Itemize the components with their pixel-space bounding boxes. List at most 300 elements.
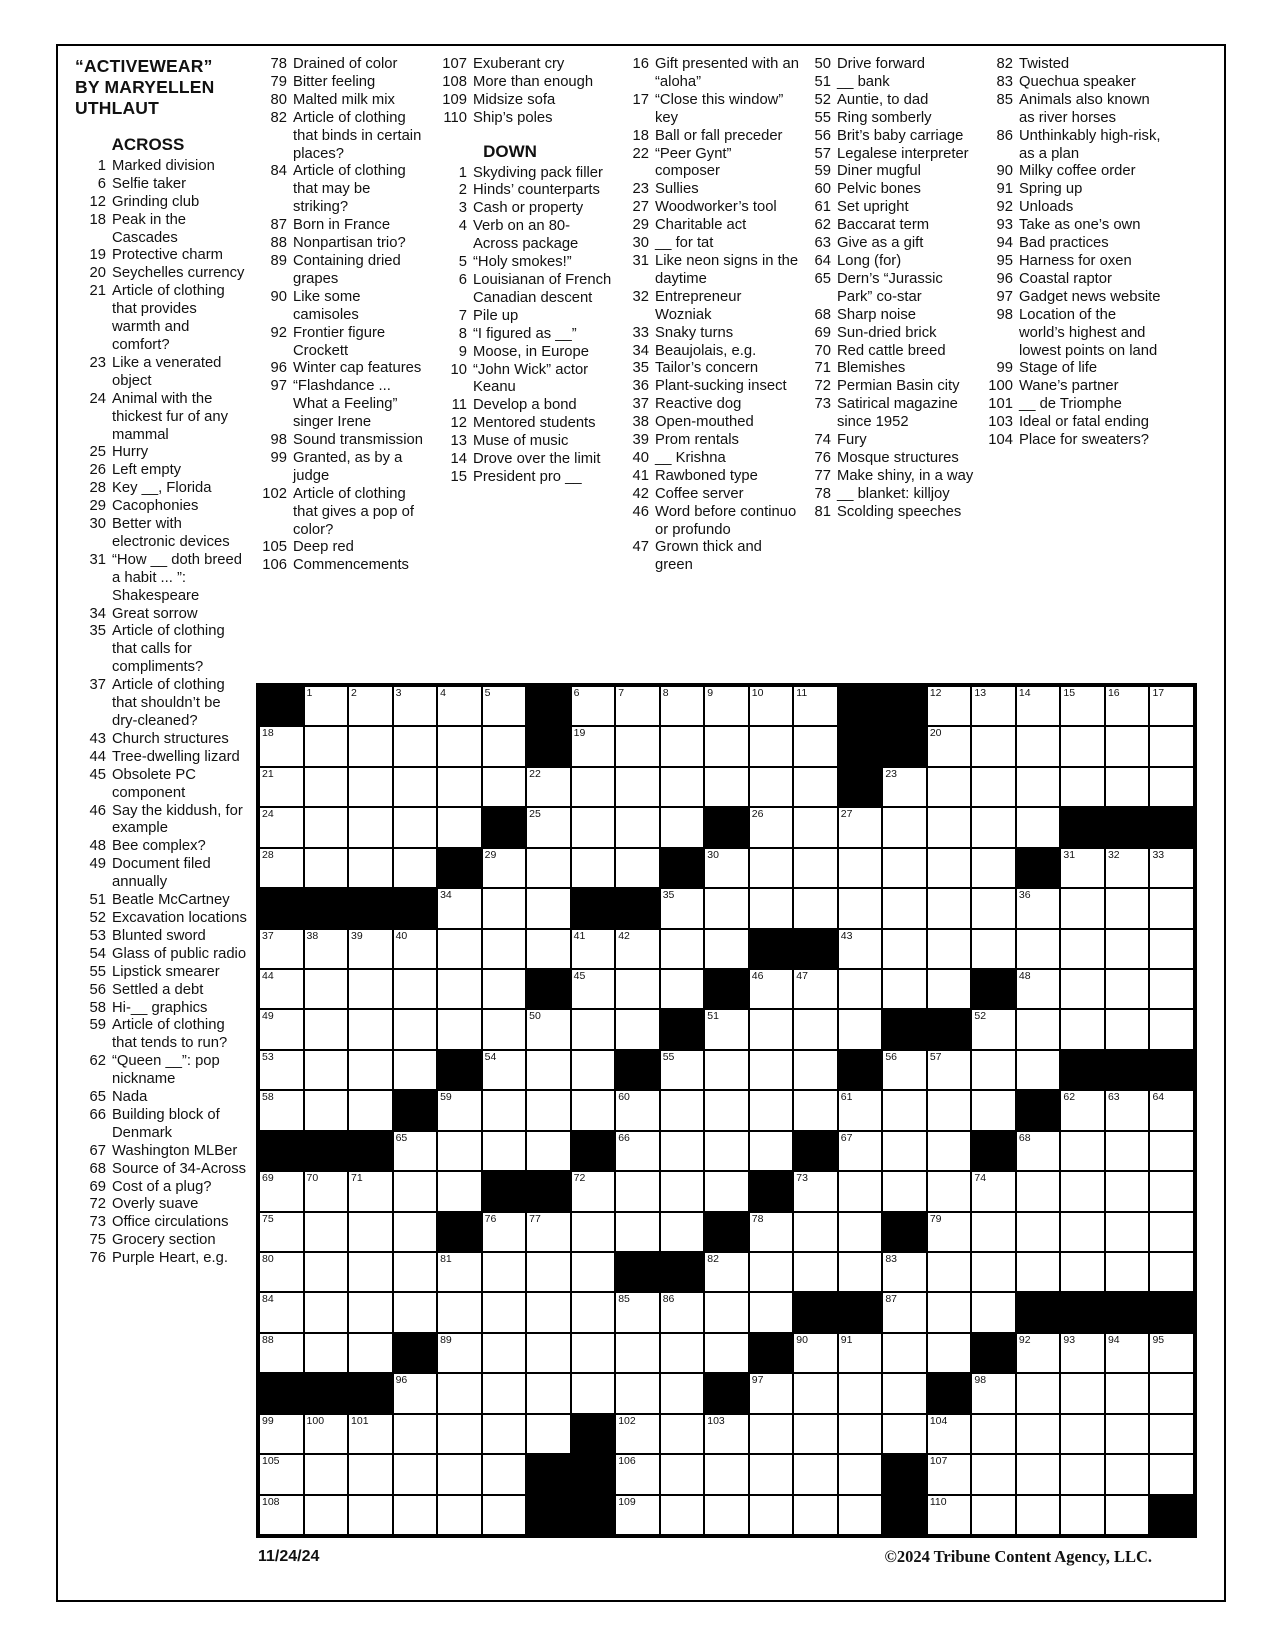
grid-cell[interactable] (749, 1292, 794, 1332)
grid-cell[interactable] (1016, 1454, 1061, 1494)
grid-cell[interactable] (259, 1252, 304, 1292)
grid-cell[interactable] (1060, 686, 1105, 726)
grid-cell[interactable] (1016, 767, 1061, 807)
grid-cell[interactable] (660, 1373, 705, 1413)
grid-cell[interactable] (749, 969, 794, 1009)
grid-cell[interactable] (482, 1495, 527, 1535)
grid-cell[interactable] (660, 1131, 705, 1171)
grid-cell[interactable] (704, 888, 749, 928)
grid-cell[interactable] (482, 686, 527, 726)
grid-cell[interactable] (259, 1292, 304, 1332)
grid-cell[interactable] (1060, 767, 1105, 807)
grid-cell[interactable] (259, 1171, 304, 1211)
grid-cell[interactable] (704, 1050, 749, 1090)
grid-cell[interactable] (1149, 1373, 1194, 1413)
grid-cell[interactable] (437, 726, 482, 766)
grid-cell[interactable] (348, 969, 393, 1009)
grid-cell[interactable] (393, 1050, 438, 1090)
grid-cell[interactable] (927, 1090, 972, 1130)
grid-cell[interactable] (927, 969, 972, 1009)
grid-cell[interactable] (526, 1292, 571, 1332)
grid-cell[interactable] (259, 1495, 304, 1535)
grid-cell[interactable] (437, 1090, 482, 1130)
grid-cell[interactable] (971, 1292, 1016, 1332)
grid-cell[interactable] (1060, 1090, 1105, 1130)
grid-cell[interactable] (1016, 1373, 1061, 1413)
grid-cell[interactable] (838, 1333, 883, 1373)
grid-cell[interactable] (393, 1131, 438, 1171)
grid-cell[interactable] (749, 1454, 794, 1494)
grid-cell[interactable] (1016, 1495, 1061, 1535)
grid-cell[interactable] (1149, 767, 1194, 807)
grid-cell[interactable] (1105, 1454, 1150, 1494)
grid-cell[interactable] (526, 1333, 571, 1373)
grid-cell[interactable] (482, 1292, 527, 1332)
grid-cell[interactable] (749, 1495, 794, 1535)
grid-cell[interactable] (838, 888, 883, 928)
grid-cell[interactable] (793, 969, 838, 1009)
grid-cell[interactable] (393, 969, 438, 1009)
grid-cell[interactable] (1060, 1131, 1105, 1171)
grid-cell[interactable] (482, 1252, 527, 1292)
grid-cell[interactable] (749, 848, 794, 888)
grid-cell[interactable] (1149, 1454, 1194, 1494)
grid-cell[interactable] (348, 1090, 393, 1130)
grid-cell[interactable] (571, 807, 616, 847)
grid-cell[interactable] (793, 1212, 838, 1252)
grid-cell[interactable] (971, 807, 1016, 847)
grid-cell[interactable] (393, 1495, 438, 1535)
grid-cell[interactable] (749, 1131, 794, 1171)
grid-cell[interactable] (348, 1414, 393, 1454)
grid-cell[interactable] (971, 929, 1016, 969)
grid-cell[interactable] (1105, 1373, 1150, 1413)
grid-cell[interactable] (660, 1454, 705, 1494)
grid-cell[interactable] (704, 929, 749, 969)
grid-cell[interactable] (393, 1252, 438, 1292)
grid-cell[interactable] (304, 1292, 349, 1332)
grid-cell[interactable] (971, 888, 1016, 928)
grid-cell[interactable] (482, 1212, 527, 1252)
grid-cell[interactable] (793, 1333, 838, 1373)
grid-cell[interactable] (393, 848, 438, 888)
grid-cell[interactable] (526, 1050, 571, 1090)
grid-cell[interactable] (348, 1171, 393, 1211)
grid-cell[interactable] (971, 1454, 1016, 1494)
grid-cell[interactable] (482, 1090, 527, 1130)
grid-cell[interactable] (971, 1050, 1016, 1090)
grid-cell[interactable] (393, 1171, 438, 1211)
grid-cell[interactable] (393, 1373, 438, 1413)
grid-cell[interactable] (838, 807, 883, 847)
grid-cell[interactable] (1016, 807, 1061, 847)
grid-cell[interactable] (882, 848, 927, 888)
grid-cell[interactable] (749, 686, 794, 726)
grid-cell[interactable] (704, 1292, 749, 1332)
grid-cell[interactable] (882, 1171, 927, 1211)
grid-cell[interactable] (1105, 1495, 1150, 1535)
grid-cell[interactable] (1149, 1131, 1194, 1171)
grid-cell[interactable] (660, 1292, 705, 1332)
grid-cell[interactable] (348, 1009, 393, 1049)
grid-cell[interactable] (482, 929, 527, 969)
grid-cell[interactable] (1105, 969, 1150, 1009)
grid-cell[interactable] (259, 1333, 304, 1373)
grid-cell[interactable] (704, 848, 749, 888)
grid-cell[interactable] (348, 807, 393, 847)
grid-cell[interactable] (482, 888, 527, 928)
grid-cell[interactable] (571, 767, 616, 807)
grid-cell[interactable] (793, 1171, 838, 1211)
grid-cell[interactable] (615, 807, 660, 847)
grid-cell[interactable] (1105, 1414, 1150, 1454)
grid-cell[interactable] (304, 1495, 349, 1535)
grid-cell[interactable] (882, 1373, 927, 1413)
grid-cell[interactable] (838, 1414, 883, 1454)
grid-cell[interactable] (482, 1454, 527, 1494)
grid-cell[interactable] (838, 929, 883, 969)
grid-cell[interactable] (704, 1171, 749, 1211)
grid-cell[interactable] (1105, 888, 1150, 928)
grid-cell[interactable] (304, 767, 349, 807)
grid-cell[interactable] (660, 726, 705, 766)
grid-cell[interactable] (304, 726, 349, 766)
grid-cell[interactable] (615, 726, 660, 766)
grid-cell[interactable] (660, 1333, 705, 1373)
grid-cell[interactable] (1149, 888, 1194, 928)
grid-cell[interactable] (704, 1495, 749, 1535)
grid-cell[interactable] (1149, 1171, 1194, 1211)
grid-cell[interactable] (838, 1454, 883, 1494)
grid-cell[interactable] (571, 1252, 616, 1292)
grid-cell[interactable] (259, 1414, 304, 1454)
grid-cell[interactable] (793, 848, 838, 888)
grid-cell[interactable] (971, 1171, 1016, 1211)
grid-cell[interactable] (437, 1414, 482, 1454)
grid-cell[interactable] (393, 1212, 438, 1252)
grid-cell[interactable] (882, 767, 927, 807)
grid-cell[interactable] (749, 1252, 794, 1292)
grid-cell[interactable] (348, 1454, 393, 1494)
grid-cell[interactable] (793, 1414, 838, 1454)
grid-cell[interactable] (927, 1414, 972, 1454)
grid-cell[interactable] (749, 1090, 794, 1130)
grid-cell[interactable] (615, 1292, 660, 1332)
grid-cell[interactable] (615, 848, 660, 888)
grid-cell[interactable] (1105, 1212, 1150, 1252)
grid-cell[interactable] (615, 929, 660, 969)
grid-cell[interactable] (882, 969, 927, 1009)
grid-cell[interactable] (526, 807, 571, 847)
grid-cell[interactable] (927, 1495, 972, 1535)
grid-cell[interactable] (838, 1009, 883, 1049)
grid-cell[interactable] (1016, 1131, 1061, 1171)
grid-cell[interactable] (749, 767, 794, 807)
grid-cell[interactable] (526, 1009, 571, 1049)
grid-cell[interactable] (526, 929, 571, 969)
grid-cell[interactable] (1105, 1171, 1150, 1211)
grid-cell[interactable] (571, 969, 616, 1009)
grid-cell[interactable] (482, 1333, 527, 1373)
grid-cell[interactable] (1016, 1414, 1061, 1454)
grid-cell[interactable] (304, 1009, 349, 1049)
grid-cell[interactable] (1016, 1212, 1061, 1252)
grid-cell[interactable] (793, 807, 838, 847)
grid-cell[interactable] (882, 1414, 927, 1454)
grid-cell[interactable] (1149, 1212, 1194, 1252)
grid-cell[interactable] (1149, 1414, 1194, 1454)
grid-cell[interactable] (437, 1292, 482, 1332)
grid-cell[interactable] (393, 929, 438, 969)
grid-cell[interactable] (615, 1131, 660, 1171)
grid-cell[interactable] (348, 1292, 393, 1332)
grid-cell[interactable] (704, 726, 749, 766)
grid-cell[interactable] (793, 686, 838, 726)
grid-cell[interactable] (1060, 1171, 1105, 1211)
grid-cell[interactable] (704, 1333, 749, 1373)
grid-cell[interactable] (259, 1009, 304, 1049)
grid-cell[interactable] (571, 1050, 616, 1090)
grid-cell[interactable] (571, 726, 616, 766)
grid-cell[interactable] (482, 1050, 527, 1090)
grid-cell[interactable] (437, 767, 482, 807)
grid-cell[interactable] (838, 1171, 883, 1211)
grid-cell[interactable] (526, 1252, 571, 1292)
grid-cell[interactable] (393, 1292, 438, 1332)
grid-cell[interactable] (927, 1292, 972, 1332)
grid-cell[interactable] (838, 969, 883, 1009)
grid-cell[interactable] (704, 1252, 749, 1292)
grid-cell[interactable] (304, 969, 349, 1009)
grid-cell[interactable] (571, 848, 616, 888)
grid-cell[interactable] (1060, 1454, 1105, 1494)
grid-cell[interactable] (615, 1495, 660, 1535)
grid-cell[interactable] (526, 888, 571, 928)
grid-cell[interactable] (1016, 1050, 1061, 1090)
grid-cell[interactable] (393, 1009, 438, 1049)
grid-cell[interactable] (526, 1414, 571, 1454)
grid-cell[interactable] (1060, 726, 1105, 766)
grid-cell[interactable] (437, 1333, 482, 1373)
grid-cell[interactable] (615, 969, 660, 1009)
grid-cell[interactable] (660, 1050, 705, 1090)
grid-cell[interactable] (927, 1252, 972, 1292)
grid-cell[interactable] (1105, 726, 1150, 766)
grid-cell[interactable] (793, 726, 838, 766)
grid-cell[interactable] (1016, 929, 1061, 969)
grid-cell[interactable] (1105, 1090, 1150, 1130)
grid-cell[interactable] (393, 807, 438, 847)
grid-cell[interactable] (526, 1131, 571, 1171)
grid-cell[interactable] (348, 686, 393, 726)
grid-cell[interactable] (259, 1454, 304, 1494)
grid-cell[interactable] (838, 1373, 883, 1413)
grid-cell[interactable] (1016, 1252, 1061, 1292)
grid-cell[interactable] (749, 1414, 794, 1454)
grid-cell[interactable] (304, 1171, 349, 1211)
grid-cell[interactable] (1016, 1333, 1061, 1373)
grid-cell[interactable] (660, 929, 705, 969)
grid-cell[interactable] (793, 1252, 838, 1292)
grid-cell[interactable] (1149, 1090, 1194, 1130)
grid-cell[interactable] (660, 807, 705, 847)
grid-cell[interactable] (660, 1171, 705, 1211)
grid-cell[interactable] (393, 1454, 438, 1494)
grid-cell[interactable] (749, 726, 794, 766)
grid-cell[interactable] (838, 1090, 883, 1130)
grid-cell[interactable] (1060, 888, 1105, 928)
grid-cell[interactable] (838, 1131, 883, 1171)
grid-cell[interactable] (704, 1131, 749, 1171)
grid-cell[interactable] (1016, 686, 1061, 726)
grid-cell[interactable] (1105, 686, 1150, 726)
grid-cell[interactable] (437, 807, 482, 847)
grid-cell[interactable] (704, 686, 749, 726)
grid-cell[interactable] (1060, 1333, 1105, 1373)
grid-cell[interactable] (437, 1495, 482, 1535)
grid-cell[interactable] (660, 1212, 705, 1252)
grid-cell[interactable] (793, 1495, 838, 1535)
grid-cell[interactable] (1105, 1333, 1150, 1373)
grid-cell[interactable] (348, 767, 393, 807)
grid-cell[interactable] (615, 1009, 660, 1049)
grid-cell[interactable] (437, 969, 482, 1009)
grid-cell[interactable] (259, 767, 304, 807)
grid-cell[interactable] (348, 1495, 393, 1535)
grid-cell[interactable] (660, 1414, 705, 1454)
grid-cell[interactable] (882, 1090, 927, 1130)
grid-cell[interactable] (927, 807, 972, 847)
grid-cell[interactable] (526, 1373, 571, 1413)
grid-cell[interactable] (882, 1050, 927, 1090)
grid-cell[interactable] (304, 1414, 349, 1454)
grid-cell[interactable] (571, 1090, 616, 1130)
grid-cell[interactable] (571, 1373, 616, 1413)
grid-cell[interactable] (259, 1212, 304, 1252)
grid-cell[interactable] (348, 1050, 393, 1090)
grid-cell[interactable] (571, 1292, 616, 1332)
grid-cell[interactable] (393, 1414, 438, 1454)
grid-cell[interactable] (882, 807, 927, 847)
grid-cell[interactable] (749, 1373, 794, 1413)
grid-cell[interactable] (1016, 1171, 1061, 1211)
grid-cell[interactable] (971, 1009, 1016, 1049)
grid-cell[interactable] (927, 726, 972, 766)
grid-cell[interactable] (882, 1131, 927, 1171)
grid-cell[interactable] (437, 686, 482, 726)
grid-cell[interactable] (348, 1333, 393, 1373)
grid-cell[interactable] (1105, 929, 1150, 969)
grid-cell[interactable] (259, 726, 304, 766)
grid-cell[interactable] (704, 1414, 749, 1454)
grid-cell[interactable] (1105, 848, 1150, 888)
grid-cell[interactable] (348, 1252, 393, 1292)
grid-cell[interactable] (1060, 1414, 1105, 1454)
grid-cell[interactable] (1149, 1009, 1194, 1049)
grid-cell[interactable] (793, 767, 838, 807)
grid-cell[interactable] (393, 726, 438, 766)
grid-cell[interactable] (971, 726, 1016, 766)
grid-cell[interactable] (927, 1333, 972, 1373)
grid-cell[interactable] (793, 1009, 838, 1049)
grid-cell[interactable] (927, 888, 972, 928)
grid-cell[interactable] (971, 1212, 1016, 1252)
grid-cell[interactable] (704, 1090, 749, 1130)
grid-cell[interactable] (437, 888, 482, 928)
grid-cell[interactable] (749, 1050, 794, 1090)
grid-cell[interactable] (437, 1454, 482, 1494)
grid-cell[interactable] (348, 1212, 393, 1252)
grid-cell[interactable] (704, 1454, 749, 1494)
grid-cell[interactable] (793, 888, 838, 928)
grid-cell[interactable] (348, 929, 393, 969)
grid-cell[interactable] (615, 1212, 660, 1252)
grid-cell[interactable] (482, 1009, 527, 1049)
grid-cell[interactable] (1149, 848, 1194, 888)
grid-cell[interactable] (971, 767, 1016, 807)
grid-cell[interactable] (971, 1090, 1016, 1130)
grid-cell[interactable] (660, 1090, 705, 1130)
grid-cell[interactable] (393, 686, 438, 726)
grid-cell[interactable] (482, 848, 527, 888)
grid-cell[interactable] (749, 888, 794, 928)
grid-cell[interactable] (882, 1252, 927, 1292)
grid-cell[interactable] (526, 767, 571, 807)
grid-cell[interactable] (882, 888, 927, 928)
grid-cell[interactable] (793, 1090, 838, 1130)
grid-cell[interactable] (1060, 929, 1105, 969)
grid-cell[interactable] (927, 1212, 972, 1252)
grid-cell[interactable] (1149, 969, 1194, 1009)
grid-cell[interactable] (927, 1131, 972, 1171)
grid-cell[interactable] (1105, 1009, 1150, 1049)
grid-cell[interactable] (304, 1050, 349, 1090)
grid-cell[interactable] (259, 848, 304, 888)
grid-cell[interactable] (1016, 1009, 1061, 1049)
grid-cell[interactable] (704, 1009, 749, 1049)
grid-cell[interactable] (615, 1373, 660, 1413)
grid-cell[interactable] (571, 1212, 616, 1252)
grid-cell[interactable] (437, 1009, 482, 1049)
grid-cell[interactable] (927, 1171, 972, 1211)
grid-cell[interactable] (1105, 767, 1150, 807)
grid-cell[interactable] (1060, 969, 1105, 1009)
grid-cell[interactable] (1016, 969, 1061, 1009)
grid-cell[interactable] (571, 1171, 616, 1211)
grid-cell[interactable] (437, 1252, 482, 1292)
grid-cell[interactable] (348, 726, 393, 766)
grid-cell[interactable] (1105, 1252, 1150, 1292)
grid-cell[interactable] (304, 1333, 349, 1373)
grid-cell[interactable] (1060, 1495, 1105, 1535)
grid-cell[interactable] (615, 1454, 660, 1494)
grid-cell[interactable] (660, 969, 705, 1009)
grid-cell[interactable] (259, 969, 304, 1009)
grid-cell[interactable] (437, 1171, 482, 1211)
grid-cell[interactable] (1149, 1252, 1194, 1292)
grid-cell[interactable] (971, 1495, 1016, 1535)
grid-cell[interactable] (838, 1252, 883, 1292)
grid-cell[interactable] (971, 1373, 1016, 1413)
grid-cell[interactable] (304, 848, 349, 888)
grid-cell[interactable] (704, 767, 749, 807)
grid-cell[interactable] (615, 686, 660, 726)
grid-cell[interactable] (571, 686, 616, 726)
grid-cell[interactable] (615, 1090, 660, 1130)
grid-cell[interactable] (482, 767, 527, 807)
grid-cell[interactable] (615, 1414, 660, 1454)
grid-cell[interactable] (927, 686, 972, 726)
